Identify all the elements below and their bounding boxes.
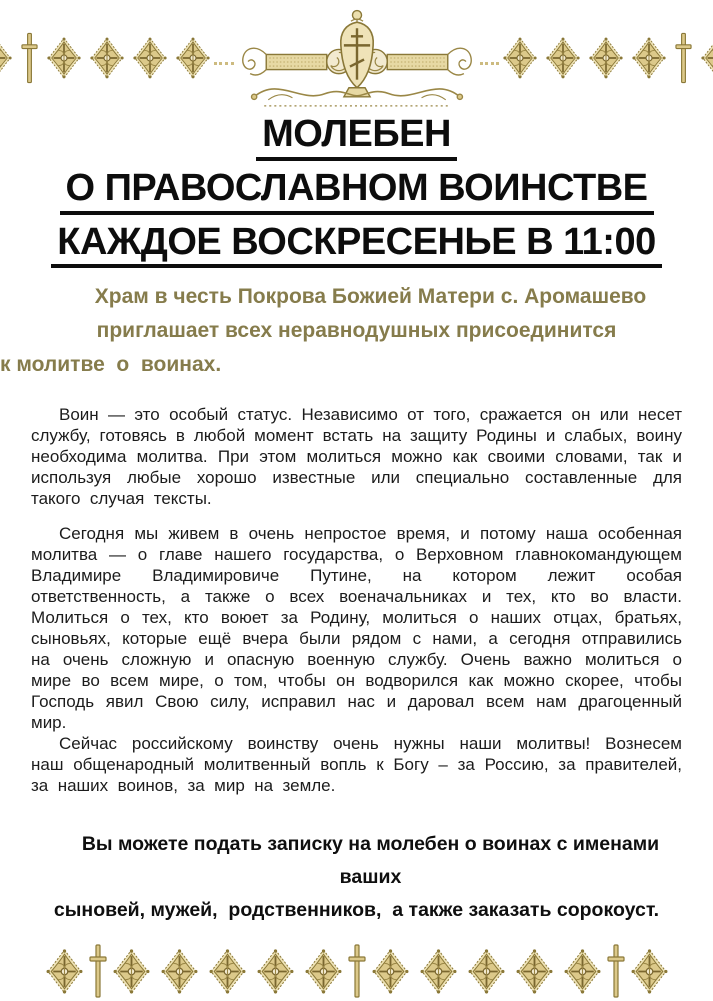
title-block [0, 115, 713, 268]
text-line: Воин — это особый статус. Независимо от того, сражается он или несет [59, 405, 682, 425]
text-line: сыновьях, которые ещё вчера были рядом с нами, а сегодня отправились [31, 629, 682, 649]
invitation-subtitle [0, 280, 713, 382]
body-text [31, 404, 682, 796]
title-line-1 [0, 115, 713, 161]
diamond-cross-ornament-icon [133, 36, 167, 80]
prayer-service-flyer [0, 6, 713, 960]
text-line: такого случая тексты. [31, 489, 212, 509]
paragraph-warrior-status [31, 404, 682, 509]
gold-divider-line [480, 62, 500, 65]
text-line: ответственность, а также о всех военачальниках и тех, кто во власти. [31, 587, 682, 607]
title-text: КАЖДОЕ ВОСКРЕСЕНЬЕ В 11:00 [51, 223, 661, 269]
top-border-left-group [0, 32, 210, 84]
diamond-cross-ornament-icon [631, 948, 668, 995]
latin-cross-icon [675, 32, 692, 84]
title-line-2 [0, 166, 713, 215]
diamond-cross-ornament-icon [546, 36, 580, 80]
text-line: за наших воинов, за мир на земле. [31, 776, 336, 796]
bottom-ornament-border [0, 941, 713, 1001]
diamond-cross-ornament-icon [632, 36, 666, 80]
diamond-cross-ornament-icon [176, 36, 210, 80]
diamond-cross-ornament-icon [589, 36, 623, 80]
text-line: Господь явил Свою силу, исправил нас и даровал всем нам драгоценный [31, 692, 682, 712]
latin-cross-icon [21, 32, 38, 84]
text-line: Сегодня мы живем в очень непростое время, и потому наша особенная [59, 524, 682, 544]
text-line: молитва — о главе нашего государства, о Верховном главнокомандующем [31, 545, 682, 565]
text-line: приглашает всех неравнодушных присоединится [96, 319, 617, 343]
latin-cross-icon [607, 944, 625, 998]
text-line: сыновей, мужей, родственников, а также заказать сорокоуст. [53, 899, 660, 922]
diamond-cross-ornament-icon [468, 948, 505, 995]
diamond-cross-ornament-icon [701, 36, 713, 80]
note-submit-names [40, 828, 673, 927]
text-line: на очень сложную и опасную военную службу. Очень важно молиться о [31, 650, 682, 670]
top-ornament-border [0, 6, 713, 110]
text-line: мире во всем мире, о том, чтобы он водворился как можно скорее, чтобы [31, 671, 682, 691]
latin-cross-icon [89, 944, 107, 998]
text-line: к молитве о воинах. [0, 353, 222, 377]
orthodox-cross-centerpiece-icon [238, 8, 476, 109]
text-line: необходима молитва. При этом молиться можно как своими словами, так и [31, 447, 682, 467]
diamond-cross-ornament-icon [0, 36, 12, 80]
diamond-cross-ornament-icon [372, 948, 409, 995]
diamond-cross-ornament-icon [113, 948, 150, 995]
text-line: службу, готовясь в любой момент встать на защиту Родины и слабых, воину [31, 426, 682, 446]
text-line: Вы можете подать записку на молебен о воинах с именами ваших [81, 833, 665, 889]
diamond-cross-ornament-icon [564, 948, 601, 995]
paragraph-prayers-needed [31, 733, 682, 796]
diamond-cross-ornament-icon [503, 36, 537, 80]
text-line: используя любые хорошо известные или специально составленные для [31, 468, 682, 488]
diamond-cross-ornament-icon [257, 948, 294, 995]
diamond-cross-ornament-icon [516, 948, 553, 995]
diamond-cross-ornament-icon [161, 948, 198, 995]
text-line: наш общенародный молитвенный вопль к Богу – за Россию, за правителей, [31, 755, 682, 775]
text-line: Сейчас российскому воинству очень нужны наши молитвы! Вознесем [59, 734, 682, 754]
text-line: Владимире Владимировиче Путине, на котором лежит особая [31, 566, 682, 586]
title-line-3 [0, 220, 713, 269]
diamond-cross-ornament-icon [305, 948, 342, 995]
diamond-cross-ornament-icon [420, 948, 457, 995]
top-border-right-group [503, 32, 713, 84]
text-line: мир. [31, 713, 67, 733]
title-text: МОЛЕБЕН [256, 115, 457, 161]
text-line: Храм в честь Покрова Божией Матери с. Аромашево [94, 285, 647, 309]
diamond-cross-ornament-icon [46, 948, 83, 995]
paragraph-difficult-times [31, 523, 682, 733]
gold-divider-line [214, 62, 234, 65]
latin-cross-icon [348, 944, 366, 998]
text-line: Молиться о тех, кто воюет за Родину, молиться о наших отцах, братьях, [31, 608, 682, 628]
diamond-cross-ornament-icon [90, 36, 124, 80]
diamond-cross-ornament-icon [47, 36, 81, 80]
diamond-cross-ornament-icon [209, 948, 246, 995]
title-text: О ПРАВОСЛАВНОМ ВОИНСТВЕ [60, 169, 654, 215]
